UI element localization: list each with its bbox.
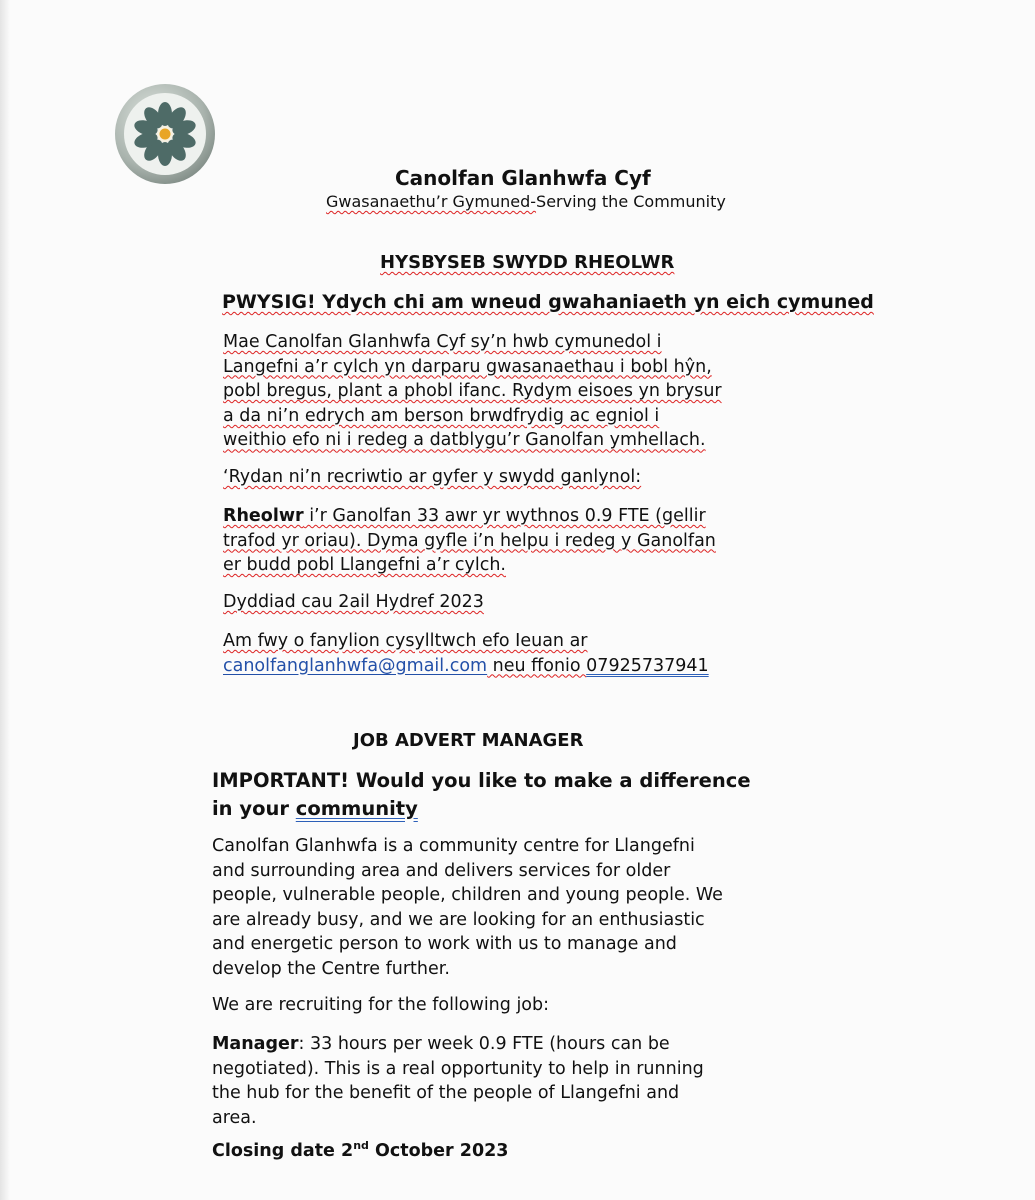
english-important-line: IMPORTANT! Would you like to make a difference bbox=[212, 769, 751, 792]
org-name: Canolfan Glanhwfa Cyf bbox=[395, 166, 651, 190]
english-closing-date bbox=[212, 1141, 508, 1161]
welsh-intro-line: Langefni a’r cylch yn darparu gwasanaethau i bobl hŷn, bbox=[223, 356, 712, 377]
english-heading: JOB ADVERT MANAGER bbox=[353, 730, 584, 751]
welsh-heading-text: HYSBYSEB SWYDD RHEOLWR bbox=[380, 252, 675, 273]
welsh-intro-line: Mae Canolfan Glanhwfa Cyf sy’n hwb cymunedol i bbox=[223, 332, 662, 352]
english-role-line: : 33 hours per week 0.9 FTE (hours can be bbox=[298, 1034, 670, 1054]
closing-ordinal: nd bbox=[353, 1139, 369, 1152]
english-recruit: We are recruiting for the following job: bbox=[212, 995, 550, 1015]
english-intro-line: people, vulnerable people, children and young people. We bbox=[212, 885, 723, 906]
english-intro-line: and surrounding area and delivers services for older bbox=[212, 860, 671, 881]
email-link[interactable]: canolfanglanhwfa@gmail.com bbox=[223, 655, 488, 676]
welsh-closing-date bbox=[223, 590, 484, 615]
welsh-intro bbox=[223, 330, 722, 453]
english-role bbox=[212, 1032, 704, 1130]
welsh-intro-line: a da ni’n edrych am berson brwdfrydig ac egniol i bbox=[223, 405, 660, 426]
english-important-community: community bbox=[295, 797, 418, 820]
welsh-role-title: Rheolwr bbox=[223, 506, 304, 526]
welsh-contact-line: Am fwy o fanylion cysylltwch efo Ieuan ar bbox=[223, 631, 588, 651]
welsh-contact-mid: neu ffonio bbox=[487, 655, 587, 676]
english-role-line: the hub for the benefit of the people of Llangefni and bbox=[212, 1083, 680, 1104]
english-intro-line: develop the Centre further. bbox=[212, 958, 450, 979]
org-tagline bbox=[326, 192, 726, 211]
english-role-line: area. bbox=[212, 1107, 257, 1128]
welsh-role-line: er budd pobl Llangefni a’r cylch. bbox=[223, 555, 506, 576]
flower-logo-icon bbox=[114, 83, 216, 185]
english-intro-line: and energetic person to work with us to manage and bbox=[212, 934, 677, 955]
english-role-line: negotiated). This is a real opportunity to help in running bbox=[212, 1058, 704, 1079]
english-role-title: Manager bbox=[212, 1034, 299, 1054]
tagline-welsh: Gwasanaethu’r Gymuned- bbox=[326, 192, 537, 211]
page-edge bbox=[0, 0, 10, 1200]
welsh-role bbox=[223, 504, 716, 578]
welsh-recruit-text: ‘Rydan ni’n recriwtio ar gyfer y swydd ganlynol: bbox=[223, 467, 642, 487]
welsh-intro-line: weithio efo ni i redeg a datblygu’r Ganolfan ymhellach. bbox=[223, 430, 706, 451]
welsh-heading bbox=[380, 252, 674, 273]
welsh-intro-line: pobl bregus, plant a phobl ifanc. Rydym eisoes yn brysur bbox=[223, 381, 722, 402]
welsh-role-line: trafod yr oriau). Dyma gyfle i’n helpu i redeg y Ganolfan bbox=[223, 530, 716, 551]
welsh-important-text: PWYSIG! Ydych chi am wneud gwahaniaeth yn eich cymuned bbox=[222, 291, 874, 313]
english-intro-line: Canolfan Glanhwfa is a community centre for Llangefni bbox=[212, 836, 695, 856]
closing-suffix: October 2023 bbox=[368, 1141, 509, 1161]
closing-prefix: Closing date 2 bbox=[212, 1141, 354, 1161]
english-important bbox=[212, 767, 751, 823]
welsh-important bbox=[222, 291, 874, 313]
phone-number[interactable]: 07925737941 bbox=[586, 655, 709, 676]
welsh-contact bbox=[223, 629, 709, 678]
welsh-recruit bbox=[223, 465, 641, 490]
welsh-closing-text: Dyddiad cau 2ail Hydref 2023 bbox=[223, 592, 484, 612]
welsh-role-line: i’r Ganolfan 33 awr yr wythnos 0.9 FTE (gellir bbox=[303, 506, 706, 526]
tagline-english: Serving the Community bbox=[536, 192, 726, 211]
english-intro bbox=[212, 834, 723, 982]
english-important-line: in your bbox=[212, 797, 296, 820]
english-intro-line: are already busy, and we are looking for an enthusiastic bbox=[212, 909, 705, 930]
